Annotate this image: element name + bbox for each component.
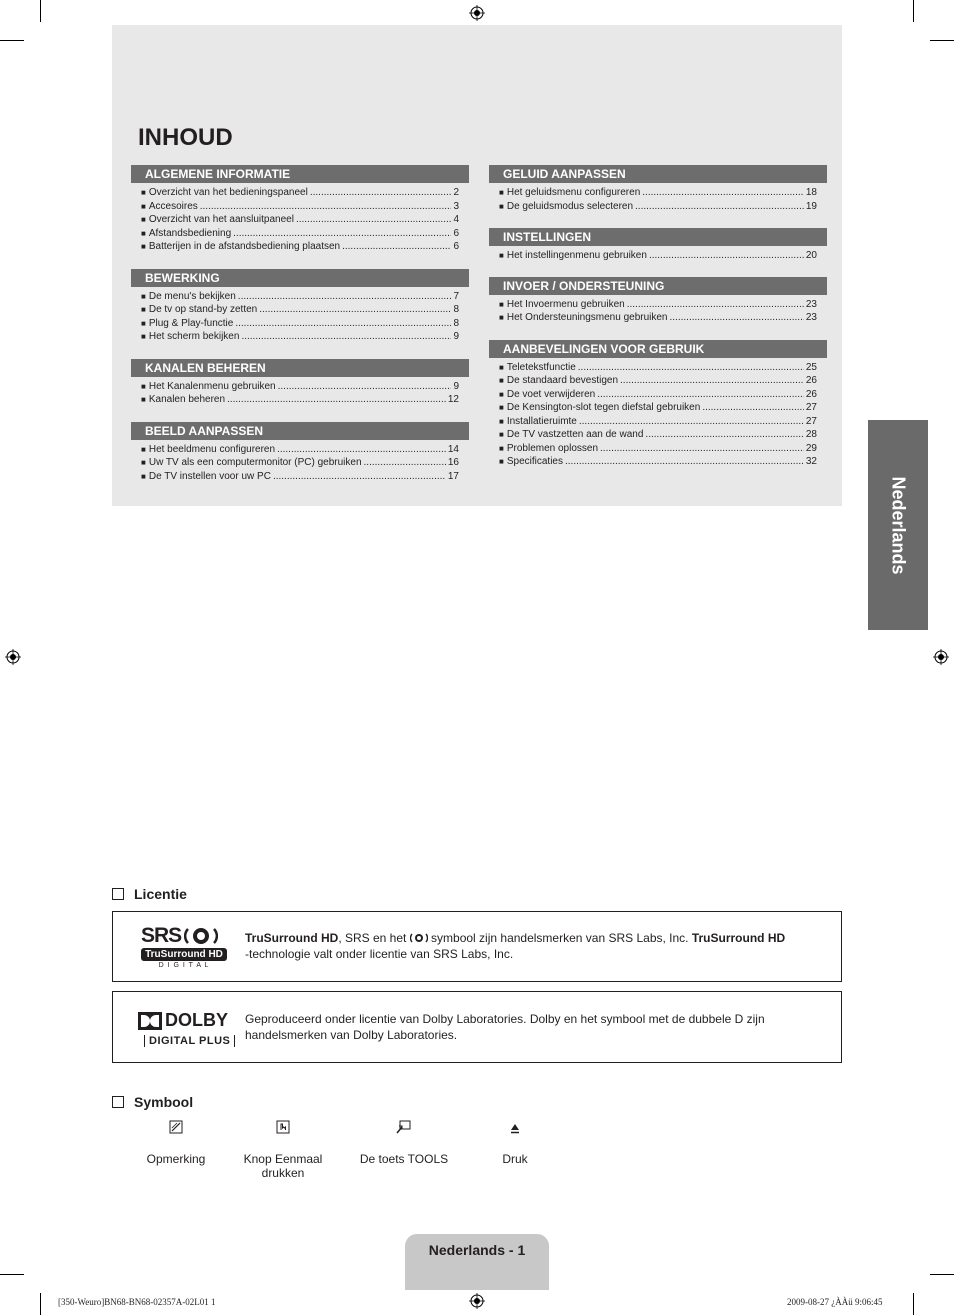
toc-entry[interactable]	[499, 455, 817, 469]
toc-page-number: 9	[453, 380, 459, 392]
dot-leader	[645, 428, 803, 442]
dot-leader	[259, 303, 451, 317]
toc-section	[489, 228, 827, 263]
toc-entry[interactable]	[499, 388, 817, 402]
toc-page-number: 17	[447, 470, 459, 482]
toc-entry-text: Afstandsbediening	[148, 227, 232, 239]
square-bullet-icon: ■	[141, 228, 146, 238]
dot-leader	[273, 470, 446, 484]
dot-leader	[235, 317, 451, 331]
symbol-press: Druk	[460, 1120, 570, 1166]
toc-page-number: 19	[805, 200, 817, 212]
toc-entry-list	[489, 246, 827, 263]
toc-entry-text: De geluidsmodus selecteren	[506, 200, 634, 212]
srs-symbol-icon	[410, 933, 428, 943]
toc-entry[interactable]	[141, 317, 459, 331]
toc-entry[interactable]	[141, 380, 459, 394]
toc-entry[interactable]	[141, 393, 459, 407]
symbol-note: Opmerking	[121, 1120, 231, 1166]
dot-leader	[238, 290, 452, 304]
toc-entry[interactable]	[141, 227, 459, 241]
square-bullet-icon: ■	[141, 215, 146, 224]
registration-mark-icon	[469, 1293, 485, 1309]
srs-licence-box	[112, 911, 842, 982]
dot-leader	[627, 298, 804, 312]
toc-section-heading: ALGEMENE INFORMATIE	[131, 165, 469, 183]
dot-leader	[642, 186, 804, 200]
dot-leader	[702, 401, 804, 415]
square-bullet-icon: ■	[499, 416, 504, 426]
dot-leader	[200, 200, 452, 214]
toc-entry-text: Overzicht van het bedieningspaneel	[148, 187, 308, 198]
toc-entry-text: De Kensington-slot tegen diefstal gebruiken	[506, 402, 701, 413]
toc-section-heading: INVOER / ONDERSTEUNING	[489, 277, 827, 295]
toc-page-number: 20	[805, 250, 817, 261]
toc-page-number: 8	[453, 317, 459, 329]
toc-entry[interactable]	[499, 442, 817, 456]
square-bullet-icon: ■	[141, 305, 146, 314]
square-bullet-icon: ■	[499, 457, 504, 466]
square-bullet-icon: ■	[499, 201, 504, 211]
square-bullet-icon: ■	[141, 201, 146, 211]
toc-entry[interactable]	[141, 290, 459, 304]
dot-leader	[670, 311, 804, 325]
toc-entry-text: Het scherm bekijken	[148, 331, 240, 342]
toc-page-number: 8	[453, 304, 459, 315]
toc-entry-text: Het beeldmenu configureren	[148, 443, 276, 455]
square-bullet-icon: ■	[141, 291, 146, 301]
toc-page-number: 18	[805, 187, 817, 198]
square-bullet-icon: ■	[499, 430, 504, 439]
symbol-one-touch: Knop Eenmaal drukken	[228, 1120, 338, 1180]
toc-page-number: 28	[805, 429, 817, 440]
tools-button-icon	[349, 1120, 459, 1140]
registration-mark-icon	[5, 649, 21, 665]
dot-leader	[278, 380, 452, 394]
licence-heading: Licentie	[112, 886, 187, 902]
toc-entry[interactable]	[499, 415, 817, 429]
toc-page-number: 6	[453, 227, 459, 239]
toc-page-number: 7	[453, 290, 459, 302]
toc-entry[interactable]	[141, 213, 459, 227]
toc-page-number: 32	[805, 456, 817, 467]
page-number-badge: Nederlands - 1	[405, 1234, 549, 1290]
square-bullet-icon: ■	[499, 188, 504, 197]
toc-entry-text: De menu's bekijken	[148, 290, 236, 302]
toc-entry-text: Uw TV als een computermonitor (PC) gebruiken	[148, 457, 362, 468]
press-icon	[460, 1120, 570, 1140]
file-reference: [350-Weuro]BN68-BN68-02357A-02L01 1	[58, 1297, 216, 1307]
dot-leader	[620, 374, 804, 388]
toc-entry-text: Kanalen beheren	[148, 394, 226, 405]
note-icon	[121, 1120, 231, 1140]
square-bullet-icon: ■	[141, 242, 146, 251]
toc-section	[489, 277, 827, 325]
toc-entry-text: Accesoires	[148, 200, 198, 212]
square-bullet-icon: ■	[499, 443, 504, 453]
dot-leader	[578, 361, 804, 375]
toc-entry[interactable]	[141, 470, 459, 484]
dot-leader	[600, 442, 804, 456]
toc-entry[interactable]	[141, 443, 459, 457]
toc-page-number: 25	[805, 361, 817, 373]
crop-mark	[930, 1274, 954, 1275]
toc-section-heading: BEELD AANPASSEN	[131, 422, 469, 440]
toc-entry[interactable]	[499, 200, 817, 214]
dot-leader	[241, 330, 451, 344]
dot-leader	[565, 455, 804, 469]
toc-entry-list	[131, 440, 469, 484]
toc-page-number: 26	[805, 388, 817, 400]
toc-entry[interactable]	[141, 456, 459, 470]
toc-page-number: 2	[453, 187, 459, 198]
toc-page-number: 23	[805, 312, 817, 323]
toc-page-number: 3	[453, 200, 459, 212]
toc-page-number: 29	[805, 442, 817, 454]
toc-entry[interactable]	[499, 249, 817, 263]
toc-entry-list	[131, 377, 469, 407]
square-bullet-icon: ■	[141, 318, 146, 328]
toc-entry[interactable]	[499, 311, 817, 325]
crop-mark	[913, 0, 914, 22]
toc-entry[interactable]	[141, 303, 459, 317]
square-bullet-icon: ■	[141, 381, 146, 391]
srs-licence-text: TruSurround HD, SRS en het symbool zijn handelsmerken van SRS Labs, Inc. TruSurround HD -technologie valt onder licentie van SRS Labs, Inc.	[245, 931, 786, 961]
square-bullet-icon: ■	[141, 395, 146, 404]
toc-entry-list	[489, 358, 827, 469]
toc-entry-list	[131, 287, 469, 344]
toc-entry[interactable]	[499, 361, 817, 375]
toc-entry[interactable]	[499, 186, 817, 200]
square-bullet-icon: ■	[499, 251, 504, 260]
dot-leader	[364, 456, 446, 470]
toc-entry[interactable]	[141, 330, 459, 344]
dot-leader	[277, 443, 446, 457]
crop-mark	[40, 0, 41, 22]
toc-section	[131, 422, 469, 484]
page-title: INHOUD	[138, 124, 233, 151]
toc-page-number: 27	[805, 402, 817, 413]
crop-mark	[913, 1293, 914, 1315]
dot-leader	[342, 240, 451, 254]
toc-section	[131, 269, 469, 344]
square-bullet-icon: ■	[141, 188, 146, 197]
print-timestamp: 2009-08-27 ¿ÀÀü 9:06:45	[787, 1297, 883, 1307]
crop-mark	[40, 1293, 41, 1315]
dolby-licence-box	[112, 991, 842, 1063]
toc-section-heading: GELUID AANPASSEN	[489, 165, 827, 183]
toc-section	[489, 165, 827, 213]
crop-mark	[930, 40, 954, 41]
toc-entry-text: Batterijen in de afstandsbediening plaatsen	[148, 241, 341, 252]
toc-page-number: 16	[447, 457, 459, 468]
toc-entry-list	[131, 183, 469, 254]
toc-entry-text: Plug & Play-functie	[148, 317, 234, 329]
checkbox-square-icon	[112, 888, 124, 900]
toc-section-heading: KANALEN BEHEREN	[131, 359, 469, 377]
square-bullet-icon: ■	[499, 389, 504, 399]
toc-entry[interactable]	[499, 428, 817, 442]
one-touch-button-icon	[228, 1120, 338, 1140]
toc-entry[interactable]	[141, 186, 459, 200]
square-bullet-icon: ■	[141, 458, 146, 467]
srs-circle-symbol-icon	[184, 927, 218, 945]
symbol-tools: De toets TOOLS	[349, 1120, 459, 1166]
toc-entry-text: Specificaties	[506, 456, 563, 467]
toc-entry-text: Het Kanalenmenu gebruiken	[148, 380, 276, 392]
toc-entry[interactable]	[141, 240, 459, 254]
language-side-tab	[868, 420, 928, 630]
dot-leader	[597, 388, 804, 402]
square-bullet-icon: ■	[499, 299, 504, 309]
dot-leader	[649, 249, 804, 263]
toc-section	[131, 165, 469, 254]
toc-right-column	[489, 165, 827, 469]
toc-section-heading: AANBEVELINGEN VOOR GEBRUIK	[489, 340, 827, 358]
toc-entry-text: De TV instellen voor uw PC	[148, 470, 271, 482]
toc-entry-text: Teletekstfunctie	[506, 361, 576, 373]
toc-page-number: 14	[447, 443, 459, 455]
srs-logo: SRS TruSurround HD D I G I T A L	[141, 926, 231, 969]
symbol-heading: Symbool	[112, 1094, 193, 1110]
registration-mark-icon	[469, 5, 485, 21]
square-bullet-icon: ■	[499, 403, 504, 412]
dot-leader	[579, 415, 804, 429]
crop-mark	[0, 40, 24, 41]
dot-leader	[227, 393, 446, 407]
dot-leader	[310, 186, 452, 200]
toc-entry-list	[489, 295, 827, 325]
toc-entry-text: De tv op stand-by zetten	[148, 304, 258, 315]
toc-section	[131, 359, 469, 407]
toc-entry-text: De TV vastzetten aan de wand	[506, 429, 644, 440]
toc-page-number: 4	[453, 214, 459, 225]
dot-leader	[296, 213, 452, 227]
toc-page-number: 23	[805, 298, 817, 310]
toc-entry[interactable]	[499, 401, 817, 415]
toc-entry-text: Problemen oplossen	[506, 442, 599, 454]
checkbox-square-icon	[112, 1096, 124, 1108]
toc-entry-text: Het Invoermenu gebruiken	[506, 298, 625, 310]
toc-page-number: 27	[805, 415, 817, 427]
square-bullet-icon: ■	[499, 362, 504, 372]
square-bullet-icon: ■	[141, 444, 146, 454]
toc-entry-text: Het Ondersteuningsmenu gebruiken	[506, 312, 668, 323]
toc-entry-text: Het instellingenmenu gebruiken	[506, 250, 647, 261]
toc-page-number: 6	[453, 241, 459, 252]
crop-mark	[0, 1274, 24, 1275]
square-bullet-icon: ■	[499, 376, 504, 385]
dolby-logo: DOLBY DIGITAL PLUS	[138, 1010, 238, 1049]
toc-section-heading: BEWERKING	[131, 269, 469, 287]
square-bullet-icon: ■	[141, 471, 146, 481]
toc-section-heading: INSTELLINGEN	[489, 228, 827, 246]
toc-entry-text: Het geluidsmenu configureren	[506, 187, 641, 198]
toc-entry[interactable]	[141, 200, 459, 214]
dot-leader	[635, 200, 804, 214]
toc-entry-text: Overzicht van het aansluitpaneel	[148, 214, 294, 225]
toc-left-column	[131, 165, 469, 483]
toc-section	[489, 340, 827, 469]
dolby-licence-text: Geproduceerd onder licentie van Dolby Laboratories. Dolby en het symbool met de dubbele D zijn handelsmerken van Dolby Laboratories.	[245, 1012, 765, 1042]
dot-leader	[233, 227, 451, 241]
toc-page-number: 26	[805, 375, 817, 386]
toc-entry-text: De standaard bevestigen	[506, 375, 619, 386]
toc-entry-list	[489, 183, 827, 213]
toc-page-number: 9	[453, 331, 459, 342]
toc-entry[interactable]	[499, 374, 817, 388]
toc-entry-text: Installatieruimte	[506, 415, 577, 427]
square-bullet-icon: ■	[141, 332, 146, 341]
toc-page-number: 12	[447, 394, 459, 405]
toc-entry-text: De voet verwijderen	[506, 388, 596, 400]
square-bullet-icon: ■	[499, 313, 504, 322]
registration-mark-icon	[933, 649, 949, 665]
toc-entry[interactable]	[499, 298, 817, 312]
side-tab-label: Nederlands	[888, 475, 909, 575]
dolby-double-d-icon	[138, 1012, 162, 1030]
